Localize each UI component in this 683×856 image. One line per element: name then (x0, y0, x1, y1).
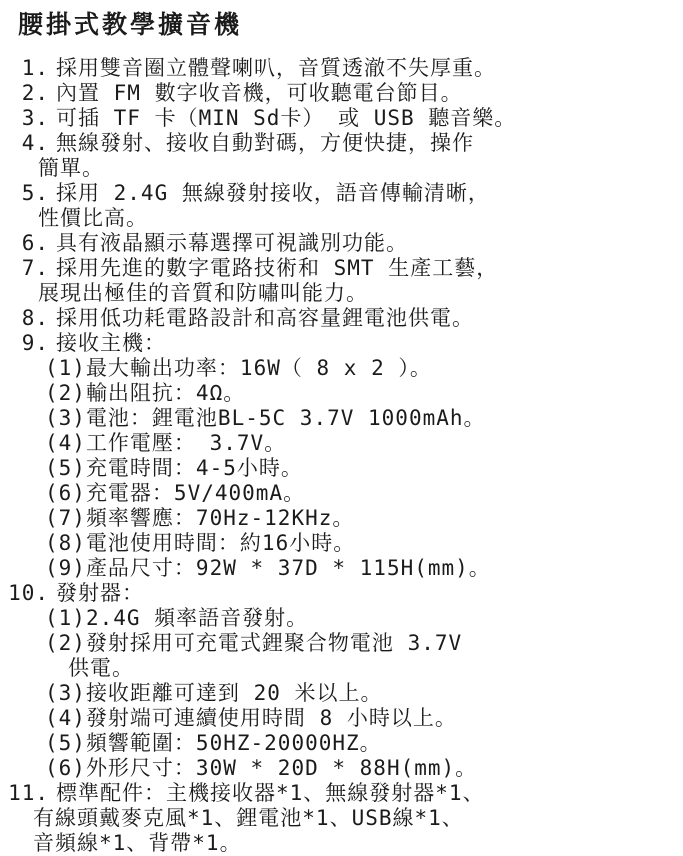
sub-item-number: (6) (45, 481, 86, 505)
list-item-continuation: 音頻線*1、背帶*1。 (33, 831, 242, 855)
list-item-line (7, 81, 677, 106)
sub-item-text: 外形尺寸：30W * 20D * 88H(mm)。 (85, 756, 478, 780)
sub-item-text: 2.4G 頻率語音發射。 (85, 606, 309, 630)
sub-item-text: 發射採用可充電式鋰聚合物電池 3.7V (85, 631, 463, 655)
item-text: 標準配件：主機接收器*1、無線發射器*1、 (56, 781, 485, 805)
item-number: 9. (21, 331, 49, 355)
sub-item-continuation: 供電。 (68, 656, 134, 680)
sub-item-line (7, 756, 677, 781)
item-number: 10. (8, 581, 49, 605)
item-text: 接收主機： (56, 331, 166, 355)
list-item-continuation: 有線頭戴麥克風*1、鋰電池*1、USB線*1、 (33, 806, 464, 830)
item-text: 採用先進的數字電路技術和 SMT 生產工藝， (56, 256, 499, 280)
sub-item-number: (2) (45, 381, 86, 405)
sub-item-number: (8) (45, 531, 86, 555)
sub-item-text: 最大輸出功率：16W（ 8 x 2 ）。 (85, 356, 432, 380)
sub-item-text: 產品尺寸：92W * 37D * 115H(mm)。 (85, 556, 491, 580)
item-number: 4. (21, 131, 49, 155)
list-item-line (7, 306, 677, 331)
sub-item-line (7, 706, 677, 731)
sub-item-number: (5) (45, 731, 86, 755)
sub-item-line (7, 631, 677, 656)
list-item-continuation: 展現出極佳的音質和防嘯叫能力。 (38, 281, 368, 305)
sub-item-line (7, 681, 677, 706)
list-item-line (7, 131, 677, 156)
item-number: 7. (21, 256, 49, 280)
sub-item-text: 電池使用時間：約16小時。 (85, 531, 356, 555)
item-text: 發射器： (56, 581, 144, 605)
sub-item-line (7, 606, 677, 631)
sub-item-number: (1) (45, 606, 86, 630)
sub-item-text: 頻率響應：70Hz-12KHz。 (85, 506, 355, 530)
sub-item-text: 工作電壓： 3.7V。 (85, 431, 287, 455)
sub-item-number: (4) (45, 431, 86, 455)
list-item-line (7, 56, 677, 81)
spec-list (7, 56, 677, 856)
item-number: 8. (21, 306, 49, 330)
sub-item-line (7, 381, 677, 406)
sub-item-line (7, 556, 677, 581)
item-text: 採用雙音圈立體聲喇叭，音質透澈不失厚重。 (56, 56, 496, 80)
sub-item-number: (2) (45, 631, 86, 655)
item-number: 3. (21, 106, 49, 130)
sub-item-line (7, 431, 677, 456)
list-item-line (7, 106, 677, 131)
sub-item-number: (7) (45, 506, 86, 530)
item-number: 2. (21, 81, 49, 105)
sub-item-number: (4) (45, 706, 86, 730)
sub-item-line (7, 406, 677, 431)
sub-item-text: 接收距離可達到 20 米以上。 (85, 681, 383, 705)
item-text: 採用低功耗電路設計和高容量鋰電池供電。 (56, 306, 474, 330)
item-text: 採用 2.4G 無線發射接收，語音傳輸清晰， (56, 181, 490, 205)
list-item-line (7, 781, 677, 806)
sub-item-line (7, 731, 677, 756)
item-number: 1. (21, 56, 49, 80)
sub-item-number: (3) (45, 681, 86, 705)
item-text: 具有液晶顯示幕選擇可視識別功能。 (56, 231, 408, 255)
sub-item-number: (5) (45, 456, 86, 480)
sub-item-text: 發射端可連續使用時間 8 小時以上。 (85, 706, 457, 730)
sub-item-number: (6) (45, 756, 86, 780)
sub-item-number: (3) (45, 406, 86, 430)
sub-item-text: 充電器：5V/400mA。 (85, 481, 306, 505)
sub-item-number: (9) (45, 556, 86, 580)
sub-item-text: 電池：鋰電池BL-5C 3.7V 1000mAh。 (85, 406, 486, 430)
list-item-line (7, 581, 677, 606)
sub-item-line (7, 481, 677, 506)
list-item-continuation: 性價比高。 (38, 206, 148, 230)
item-number: 6. (21, 231, 49, 255)
item-text: 內置 FM 數字收音機，可收聽電台節目。 (56, 81, 463, 105)
sub-item-line (7, 356, 677, 381)
list-item-line (7, 256, 677, 281)
item-text: 可插 TF 卡（MIN Sd卡） 或 USB 聽音樂。 (56, 106, 517, 130)
list-item-continuation: 簡單。 (38, 156, 104, 180)
list-item-line (7, 181, 677, 206)
item-number: 11. (8, 781, 49, 805)
sub-item-number: (1) (45, 356, 86, 380)
item-number: 5. (21, 181, 49, 205)
item-text: 無線發射、接收自動對碼，方便快捷，操作 (56, 131, 474, 155)
sub-item-line (7, 531, 677, 556)
sub-item-text: 輸出阻抗：4Ω。 (85, 381, 246, 405)
list-item-line (7, 231, 677, 256)
page-title: 腰掛式教學擴音機 (18, 10, 243, 39)
sub-item-text: 頻響範圍：50HZ-20000HZ。 (85, 731, 382, 755)
sub-item-text: 充電時間：4-5小時。 (85, 456, 303, 480)
list-item-line (7, 331, 677, 356)
sub-item-line (7, 456, 677, 481)
sub-item-line (7, 506, 677, 531)
